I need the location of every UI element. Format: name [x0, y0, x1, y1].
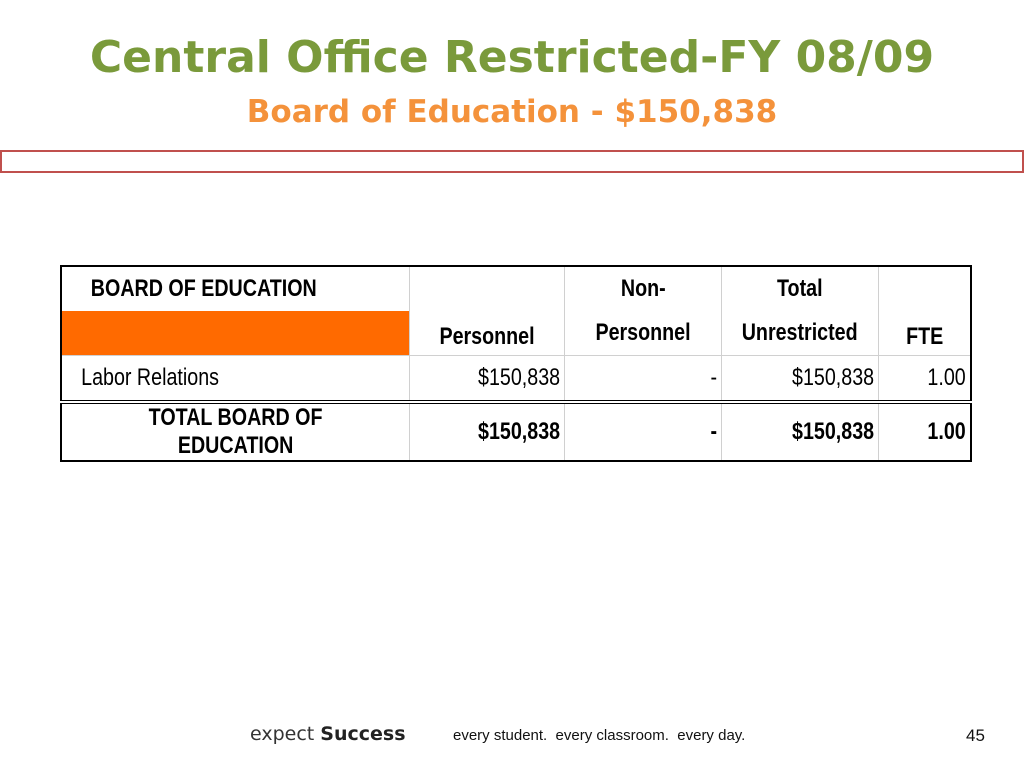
footer-tagline: every student. every classroom. every day.: [453, 727, 746, 744]
header-non-personnel-line1: Non-: [620, 275, 666, 302]
orange-accent-cell: [61, 311, 410, 356]
row-label-cell: [61, 356, 410, 403]
row-fte: 1.00: [927, 364, 966, 391]
total-fte: 1.00: [927, 418, 966, 445]
header-personnel-cell: [410, 266, 565, 356]
slide-subtitle: Board of Education - $150,838: [246, 94, 778, 130]
page-number: 45: [966, 726, 985, 745]
header-total-top-cell: [721, 266, 878, 311]
header-total-line2: Unrestricted: [741, 319, 858, 346]
brand-word: Success: [320, 723, 406, 745]
total-non-personnel: -: [710, 418, 717, 445]
row-fte-cell: [878, 356, 971, 403]
header-fte: FTE: [905, 323, 943, 350]
header-non-personnel-line2: Personnel: [595, 319, 691, 346]
table-row: [61, 356, 971, 403]
row-personnel-cell: [410, 356, 565, 403]
row-non-personnel: -: [710, 364, 717, 391]
slide-title: Central Office Restricted-FY 08/09: [89, 32, 935, 83]
total-row: [61, 402, 971, 461]
budget-table: [60, 265, 972, 462]
row-total-cell: [721, 356, 878, 403]
total-personnel: $150,838: [477, 418, 560, 445]
header-total-line1: Total: [776, 275, 823, 302]
row-label: Labor Relations: [81, 364, 219, 391]
header-total-bottom-cell: [721, 311, 878, 356]
header-fte-cell: [878, 266, 971, 356]
header-non-personnel-bottom-cell: [564, 311, 721, 356]
footer-brand-logo: [250, 723, 406, 745]
table-header-row-top: [61, 266, 971, 311]
brand-prefix: expect: [250, 723, 315, 745]
section-label-cell: [61, 266, 410, 311]
total-unrestricted-cell: [721, 402, 878, 461]
section-label: BOARD OF EDUCATION: [90, 275, 317, 302]
total-non-personnel-cell: [564, 402, 721, 461]
total-label-cell: [61, 402, 410, 461]
divider-bar: [0, 150, 1024, 173]
total-label: TOTAL BOARD OF EDUCATION: [148, 404, 323, 459]
total-unrestricted: $150,838: [791, 418, 874, 445]
header-personnel: Personnel: [439, 323, 535, 350]
total-fte-cell: [878, 402, 971, 461]
header-non-personnel-top-cell: [564, 266, 721, 311]
row-non-personnel-cell: [564, 356, 721, 403]
total-personnel-cell: [410, 402, 565, 461]
row-personnel: $150,838: [477, 364, 560, 391]
row-total-unrestricted: $150,838: [791, 364, 874, 391]
